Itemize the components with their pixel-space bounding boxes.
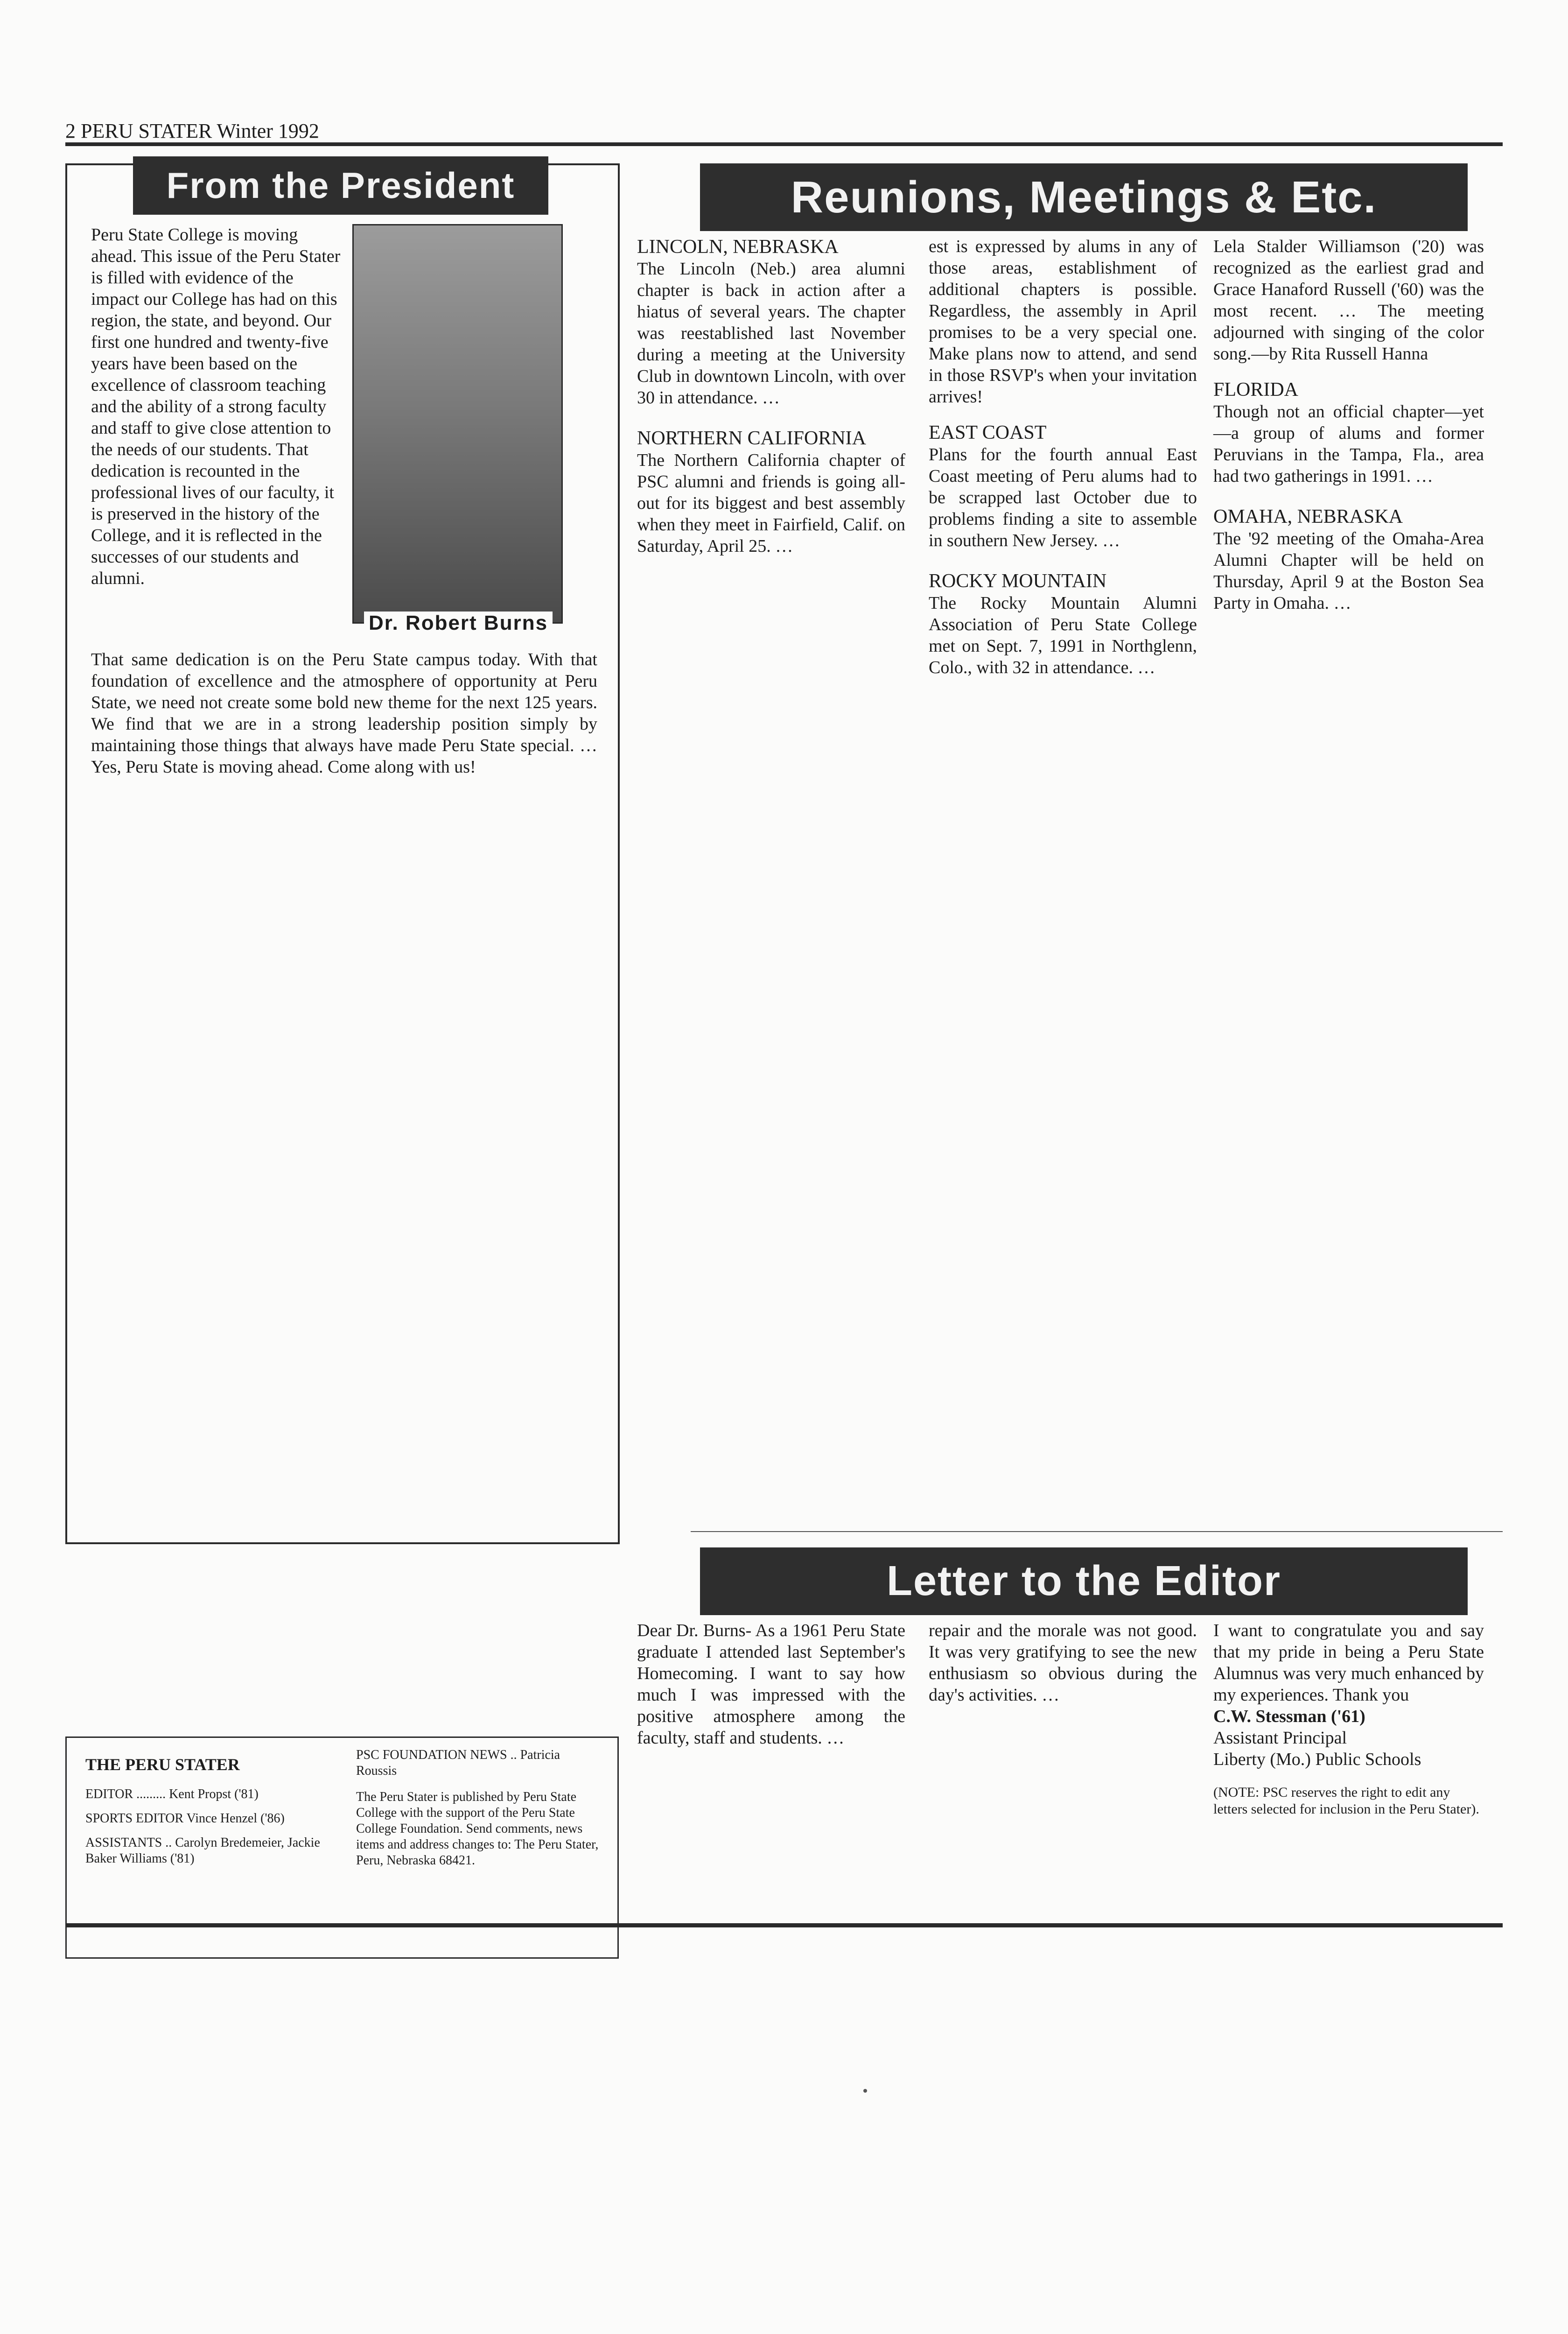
president-body: That same dedication is on the Peru State campus today. With that foundation of excellence and the atmosphere of opportunity at Peru State, we need not create some bold new theme for the next 125 years. We find that we are in a strong leadership position simply by maintaining those things that always have made Peru State special. … Yes, Peru State is moving ahead. Come along with us!: [91, 650, 597, 777]
staff-editor: EDITOR ......... Kent Propst ('81): [85, 1787, 259, 1801]
staff-publisher: The Peru Stater is published by Peru State College with the support of the Peru State College Foundation. Send comments, news items and address changes to: The Peru Stater, Peru, Nebraska 68421.: [356, 1790, 599, 1868]
heading-omaha: OMAHA, NEBRASKA: [1213, 506, 1403, 527]
stray-mark: [863, 2089, 867, 2093]
heading-florida: FLORIDA: [1213, 379, 1299, 401]
text-rocky-continued: Lela Stalder Williamson ('20) was recognized as the earliest grad and Grace Hanaford Russell ('60) was the most recent. … The meeting adjourned with singing of the color song.—by Rita Russell Hanna: [1213, 237, 1484, 364]
reunions-banner: Reunions, Meetings & Etc.: [700, 163, 1468, 231]
heading-east-coast: EAST COAST: [929, 422, 1047, 443]
reunions-col-1: [637, 236, 905, 557]
text-lincoln: The Lincoln (Neb.) area alumni chapter is back in action after a hiatus of several years. The chapter was reestablished last November during a meeting at the University Club in downtown Lincoln, with over 30 in attendance. …: [637, 259, 905, 408]
staff-assistants: ASSISTANTS .. Carolyn Bredemeier, Jackie Baker Williams ('81): [85, 1835, 320, 1866]
text-continued: est is expressed by alums in any of those areas, establishment of additional chapters is possible. Regardless, the assembly in April promises to be a very special one. Make plans now to attend, and send in those RSVP's when your invitation arrives!: [929, 237, 1197, 407]
staff-title: THE PERU STATER: [85, 1755, 240, 1774]
section-rule: [691, 1531, 1503, 1532]
text-east-coast: Plans for the fourth annual East Coast meeting of Peru alums had to be scrapped last October due to problems finding a site to assemble in southern New Jersey. …: [929, 445, 1197, 550]
president-banner: From the President: [133, 156, 548, 215]
letter-signature-title: Assistant Principal: [1213, 1728, 1347, 1748]
reunions-col-2: [929, 236, 1197, 678]
text-florida: Though not an official chapter—yet—a group of alums and former Peruvians in the Tampa, Fla., area had two gatherings in 1991. …: [1213, 402, 1484, 486]
bottom-rule: [65, 1923, 1503, 1927]
heading-rocky-mountain: ROCKY MOUNTAIN: [929, 570, 1107, 592]
text-rocky-mountain: The Rocky Mountain Alumni Association of Peru State College met on Sept. 7, 1991 in Northglenn, Colo., with 32 in attendance. …: [929, 593, 1197, 677]
letter-col-1: Dear Dr. Burns- As a 1961 Peru State graduate I attended last September's Homecoming. I want to say how much I was impressed with the positive atmosphere among the faculty, staff and students. …: [637, 1621, 905, 1748]
president-portrait: [352, 224, 563, 624]
portrait-caption: Dr. Robert Burns: [364, 612, 553, 635]
letter-col-2: repair and the morale was not good. It was very gratifying to see the new enthusiasm so obvious during the day's activities. …: [929, 1621, 1197, 1705]
president-intro: Peru State College is moving ahead. This issue of the Peru Stater is filled with evidence of the impact our College has had on this region, the state, and beyond. Our first one hundred and twenty-five years have been based on the excellence of classroom teaching and the ability of a strong faculty and staff to give close attention to the needs of our students. That dedication is recounted in the professional lives of our faculty, it is preserved in the history of the College, and it is reflected in the successes of our students and alumni.: [91, 225, 341, 588]
letter-signature-org: Liberty (Mo.) Public Schools: [1213, 1750, 1421, 1769]
text-omaha: The '92 meeting of the Omaha-Area Alumni Chapter will be held on Thursday, April 9 at the Boston Sea Party in Omaha. …: [1213, 529, 1484, 613]
staff-sports: SPORTS EDITOR Vince Henzel ('86): [85, 1811, 285, 1826]
editor-note: (NOTE: PSC reserves the right to edit any letters selected for inclusion in the Peru Stater).: [1213, 1785, 1479, 1817]
text-northern-california: The Northern California chapter of PSC alumni and friends is going all-out for its biggest and best assembly when they meet in Fairfield, Calif. on Saturday, April 25. …: [637, 450, 905, 556]
masthead: 2 PERU STATER Winter 1992: [65, 120, 319, 142]
heading-lincoln: LINCOLN, NEBRASKA: [637, 236, 839, 258]
letter-banner: Letter to the Editor: [700, 1547, 1468, 1615]
letter-signature-name: C.W. Stessman ('61): [1213, 1707, 1365, 1726]
reunions-col-3: [1213, 236, 1484, 614]
staff-foundation: PSC FOUNDATION NEWS .. Patricia Roussis: [356, 1748, 560, 1778]
heading-northern-california: NORTHERN CALIFORNIA: [637, 428, 866, 449]
top-rule: [65, 142, 1503, 146]
letter-closing: I want to congratulate you and say that my pride in being a Peru State Alumnus was very much enhanced by my experiences. Thank you: [1213, 1621, 1484, 1705]
letter-col-3: [1213, 1620, 1484, 1818]
